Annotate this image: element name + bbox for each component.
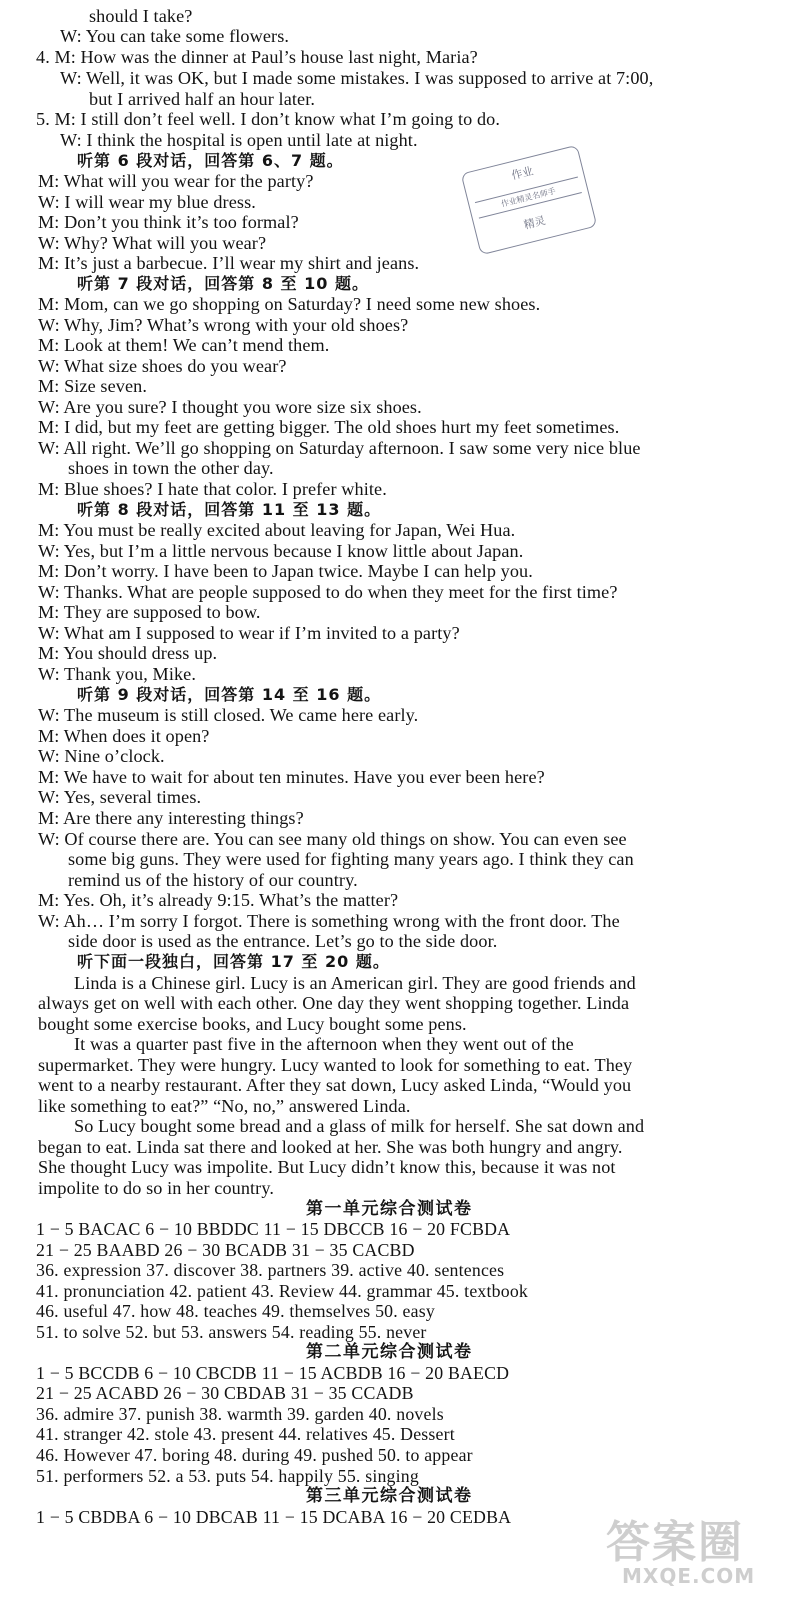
text-line: W: Why, Jim? What’s wrong with your old shoes? bbox=[38, 315, 409, 335]
text-line: W: I will wear my blue dress. bbox=[38, 192, 256, 212]
instruction-line: 听第 7 段对话，回答第 8 至 10 题。 bbox=[77, 274, 369, 293]
text-line: W: The museum is still closed. We came here early. bbox=[38, 705, 419, 725]
text-line: M: What will you wear for the party? bbox=[38, 171, 314, 191]
text-line: W: Well, it was OK, but I made some mistakes. I was supposed to arrive at 7:00, bbox=[60, 68, 654, 88]
text-line: 1 − 5 BACAC 6 − 10 BBDDC 11 − 15 DBCCB 16 − 20 FCBDA bbox=[36, 1219, 511, 1239]
text-line: W: What size shoes do you wear? bbox=[38, 356, 287, 376]
text-line: W: All right. We’ll go shopping on Saturday afternoon. I saw some very nice blue bbox=[38, 438, 641, 458]
stamp-middle-text: 作业精灵名师手 bbox=[475, 177, 582, 219]
text-line: M: Don’t you think it’s too formal? bbox=[38, 212, 299, 232]
text-line: M: Mom, can we go shopping on Saturday? I need some new shoes. bbox=[38, 294, 541, 314]
text-line: W: Yes, several times. bbox=[38, 787, 202, 807]
text-line: W: What am I supposed to wear if I’m invited to a party? bbox=[38, 623, 460, 643]
text-line: She thought Lucy was impolite. But Lucy didn’t know this, because it was not bbox=[38, 1157, 616, 1177]
text-line: So Lucy bought some bread and a glass of milk for herself. She sat down and bbox=[74, 1116, 645, 1136]
text-line: 41. pronunciation 42. patient 43. Review 44. grammar 45. textbook bbox=[36, 1281, 529, 1301]
section-title: 第三单元综合测试卷 bbox=[306, 1486, 473, 1506]
text-line: M: We have to wait for about ten minutes. Have you ever been here? bbox=[38, 767, 545, 787]
text-line: 36. expression 37. discover 38. partners 39. active 40. sentences bbox=[36, 1260, 505, 1280]
text-line: shoes in town the other day. bbox=[68, 458, 274, 478]
text-line: side door is used as the entrance. Let’s go to the side door. bbox=[68, 931, 498, 951]
text-line: W: Thanks. What are people supposed to do when they meet for the first time? bbox=[38, 582, 618, 602]
text-line: M: Blue shoes? I hate that color. I prefer white. bbox=[38, 479, 387, 499]
text-line: Linda is a Chinese girl. Lucy is an American girl. They are good friends and bbox=[74, 973, 636, 993]
text-line: but I arrived half an hour later. bbox=[89, 89, 316, 109]
text-line: 21 − 25 BAABD 26 − 30 BCADB 31 − 35 CACBD bbox=[36, 1240, 415, 1260]
stamp-top-text: 作业 bbox=[510, 164, 535, 183]
text-line: began to eat. Linda sat there and looked at her. She was both hungry and angry. bbox=[38, 1137, 623, 1157]
text-line: M: It’s just a barbecue. I’ll wear my shirt and jeans. bbox=[38, 253, 420, 273]
text-line: some big guns. They were used for fighting many years ago. I think they can bbox=[68, 849, 634, 869]
text-line: M: Yes. Oh, it’s already 9:15. What’s the matter? bbox=[38, 890, 399, 910]
text-line: W: Are you sure? I thought you wore size six shoes. bbox=[38, 397, 422, 417]
text-line: M: You should dress up. bbox=[38, 643, 218, 663]
text-line: M: They are supposed to bow. bbox=[38, 602, 261, 622]
text-line: impolite to do so in her country. bbox=[38, 1178, 274, 1198]
text-line: supermarket. They were hungry. Lucy wanted to look for something to eat. They bbox=[38, 1055, 633, 1075]
section-title: 第二单元综合测试卷 bbox=[306, 1342, 473, 1362]
instruction-line: 听第 9 段对话，回答第 14 至 16 题。 bbox=[77, 685, 382, 704]
watermark-logo bbox=[588, 1506, 788, 1592]
text-line: It was a quarter past five in the afternoon when they went out of the bbox=[74, 1034, 574, 1054]
text-line: bought some exercise books, and Lucy bought some pens. bbox=[38, 1014, 467, 1034]
text-line: W: Yes, but I’m a little nervous because I know little about Japan. bbox=[38, 541, 524, 561]
text-line: W: Thank you, Mike. bbox=[38, 664, 196, 684]
text-line: M: Look at them! We can’t mend them. bbox=[38, 335, 330, 355]
text-line: W: Of course there are. You can see many old things on show. You can even see bbox=[38, 829, 627, 849]
text-line: 51. performers 52. a 53. puts 54. happily 55. singing bbox=[36, 1466, 419, 1486]
instruction-line: 听第 6 段对话，回答第 6、7 题。 bbox=[77, 151, 344, 170]
text-line: 21 − 25 ACABD 26 − 30 CBDAB 31 − 35 CCADB bbox=[36, 1383, 414, 1403]
text-line: M: Size seven. bbox=[38, 376, 147, 396]
text-line: 46. useful 47. how 48. teaches 49. themselves 50. easy bbox=[36, 1301, 435, 1321]
text-line: W: Why? What will you wear? bbox=[38, 233, 267, 253]
text-line: M: Don’t worry. I have been to Japan twice. Maybe I can help you. bbox=[38, 561, 533, 581]
stamp-bottom-text: 精灵 bbox=[522, 213, 547, 232]
text-line: M: I did, but my feet are getting bigger. The old shoes hurt my feet sometimes. bbox=[38, 417, 620, 437]
text-line: W: I think the hospital is open until late at night. bbox=[60, 130, 418, 150]
watermark-url-text: MXQE.COM bbox=[622, 1564, 756, 1588]
text-line: 1 − 5 CBDBA 6 − 10 DBCAB 11 − 15 DCABA 16 − 20 CEDBA bbox=[36, 1507, 512, 1527]
text-line: went to a nearby restaurant. After they sat down, Lucy asked Linda, “Would you bbox=[38, 1075, 632, 1095]
text-line: M: Are there any interesting things? bbox=[38, 808, 304, 828]
watermark-main-text: 答案圈 bbox=[606, 1517, 744, 1568]
text-line: M: You must be really excited about leaving for Japan, Wei Hua. bbox=[38, 520, 516, 540]
text-line: remind us of the history of our country. bbox=[68, 870, 358, 890]
text-line: W: You can take some flowers. bbox=[60, 26, 290, 46]
text-line: 41. stranger 42. stole 43. present 44. relatives 45. Dessert bbox=[36, 1424, 455, 1444]
text-line: M: When does it open? bbox=[38, 726, 210, 746]
section-title: 第一单元综合测试卷 bbox=[306, 1199, 473, 1219]
text-line: should I take? bbox=[89, 6, 193, 26]
text-line: W: Ah… I’m sorry I forgot. There is something wrong with the front door. The bbox=[38, 911, 620, 931]
text-line: 5. M: I still don’t feel well. I don’t know what I’m going to do. bbox=[36, 109, 501, 129]
text-line: like something to eat?” “No, no,” answered Linda. bbox=[38, 1096, 411, 1116]
text-line: 46. However 47. boring 48. during 49. pushed 50. to appear bbox=[36, 1445, 473, 1465]
text-line: 36. admire 37. punish 38. warmth 39. garden 40. novels bbox=[36, 1404, 444, 1424]
text-line: 51. to solve 52. but 53. answers 54. reading 55. never bbox=[36, 1322, 427, 1342]
text-line: 1 − 5 BCCDB 6 − 10 CBCDB 11 − 15 ACBDB 16 − 20 BAECD bbox=[36, 1363, 510, 1383]
instruction-line: 听下面一段独白，回答第 17 至 20 题。 bbox=[77, 952, 390, 971]
text-line: always get on well with each other. One day they went shopping together. Linda bbox=[38, 993, 630, 1013]
instruction-line: 听第 8 段对话，回答第 11 至 13 题。 bbox=[77, 500, 382, 519]
text-line: 4. M: How was the dinner at Paul’s house last night, Maria? bbox=[36, 47, 478, 67]
text-line: W: Nine o’clock. bbox=[38, 746, 165, 766]
